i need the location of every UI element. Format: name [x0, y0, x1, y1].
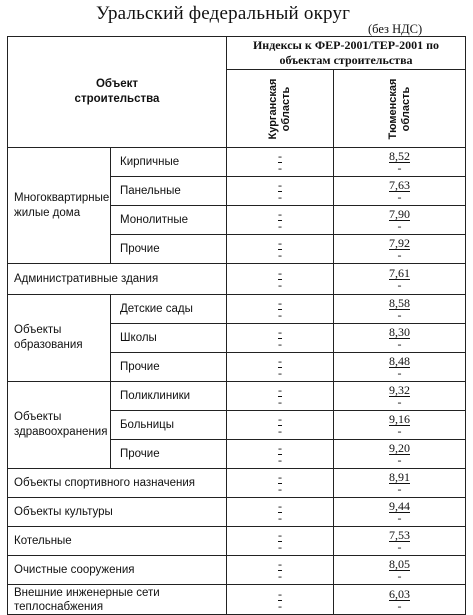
tyumen-value: 8,91 - [334, 469, 466, 498]
second-line: - [278, 161, 282, 175]
group-label: Объекты здравоохранения [8, 382, 111, 469]
second-line: - [397, 569, 402, 583]
tax-note: (без НДС) [368, 22, 423, 36]
second-line: - [278, 598, 282, 613]
table-row [8, 295, 466, 324]
tyumen-value: 8,58 - [334, 295, 466, 324]
header-object-label: Объект строительства [74, 78, 160, 105]
object-label: Внешние инженерные сети теплоснабжения [8, 585, 227, 615]
kurgan-value: - - [227, 498, 334, 527]
kurgan-value: - - [227, 264, 334, 295]
tyumen-value: 7,92 - [334, 235, 466, 264]
tyumen-value: 8,48 - [334, 353, 466, 382]
second-line: - [278, 482, 282, 496]
sub-label: Прочие [111, 235, 227, 264]
kurgan-value: - - [227, 382, 334, 411]
second-line: - [278, 453, 282, 467]
table-row [8, 264, 466, 295]
sub-label: Больницы [111, 411, 227, 440]
second-line: - [397, 540, 402, 554]
second-line: - [278, 337, 282, 351]
second-line: - [397, 190, 402, 204]
header-object [8, 37, 227, 148]
sub-label: Прочие [111, 353, 227, 382]
sub-label: Панельные [111, 177, 227, 206]
header-region-kurgan [227, 70, 334, 148]
sub-label: Поликлиники [111, 382, 227, 411]
second-line: - [397, 337, 402, 351]
tyumen-value: 9,20 - [334, 440, 466, 469]
second-line: - [278, 278, 282, 292]
second-line: - [278, 424, 282, 438]
region-tyumen-label: Тюменская область [386, 78, 412, 139]
tyumen-value: 9,32 - [334, 382, 466, 411]
second-line: - [397, 278, 402, 292]
second-line: - [278, 569, 282, 583]
second-line: - [397, 482, 402, 496]
second-line: - [278, 308, 282, 322]
tyumen-value: 7,90 - [334, 206, 466, 235]
table-row [8, 556, 466, 585]
tyumen-value: 7,53 - [334, 527, 466, 556]
table-row [8, 585, 466, 615]
header-region-tyumen [334, 70, 466, 148]
sub-label: Монолитные [111, 206, 227, 235]
kurgan-value: - - [227, 585, 334, 615]
region-kurgan-label: Курганская область [267, 78, 292, 139]
index-table [7, 36, 466, 615]
sub-label: Прочие [111, 440, 227, 469]
second-line: - [397, 395, 402, 409]
tyumen-value: 9,16 - [334, 411, 466, 440]
kurgan-value: - - [227, 527, 334, 556]
second-line: - [397, 453, 402, 467]
table-row [8, 498, 466, 527]
kurgan-value: - - [227, 324, 334, 353]
table-row [8, 527, 466, 556]
second-line: - [397, 424, 402, 438]
group-label: Многоквартирные жилые дома [8, 148, 111, 264]
kurgan-value: - - [227, 177, 334, 206]
table-row [8, 469, 466, 498]
second-line: - [397, 366, 402, 380]
tyumen-value: 6,03 - [334, 585, 466, 615]
table-row [8, 148, 466, 177]
header-index-group [227, 37, 466, 70]
kurgan-value: - - [227, 556, 334, 585]
second-line: - [397, 248, 402, 262]
tyumen-value: 7,61 - [334, 264, 466, 295]
second-line: - [397, 161, 402, 175]
object-label: Очистные сооружения [8, 556, 227, 585]
kurgan-value: - - [227, 295, 334, 324]
second-line: - [278, 395, 282, 409]
tyumen-value: 9,44 - [334, 498, 466, 527]
tyumen-value: 8,05 - [334, 556, 466, 585]
table-row [8, 382, 466, 411]
second-line: - [278, 366, 282, 380]
second-line: - [397, 598, 402, 613]
group-label: Объекты образования [8, 295, 111, 382]
second-line: - [278, 511, 282, 525]
kurgan-value: - - [227, 353, 334, 382]
second-line: - [397, 219, 402, 233]
sub-label: Школы [111, 324, 227, 353]
second-line: - [397, 308, 402, 322]
kurgan-value: - - [227, 235, 334, 264]
second-line: - [278, 540, 282, 554]
sub-label: Кирпичные [111, 148, 227, 177]
object-label: Котельные [8, 527, 227, 556]
kurgan-value: - - [227, 440, 334, 469]
object-label: Административные здания [8, 264, 227, 295]
header-index-label: Индексы к ФЕР-2001/ТЕР-2001 по объектам строительства [252, 38, 440, 67]
second-line: - [278, 190, 282, 204]
sub-label: Детские сады [111, 295, 227, 324]
kurgan-value: - - [227, 411, 334, 440]
second-line: - [278, 248, 282, 262]
page-title: Уральский федеральный округ [96, 3, 351, 24]
tyumen-value: 8,52 - [334, 148, 466, 177]
kurgan-value: - - [227, 206, 334, 235]
object-label: Объекты спортивного назначения [8, 469, 227, 498]
tyumen-value: 8,30 - [334, 324, 466, 353]
kurgan-value: - - [227, 469, 334, 498]
kurgan-value: - - [227, 148, 334, 177]
tyumen-value: 7,63 - [334, 177, 466, 206]
second-line: - [397, 511, 402, 525]
object-label: Объекты культуры [8, 498, 227, 527]
second-line: - [278, 219, 282, 233]
